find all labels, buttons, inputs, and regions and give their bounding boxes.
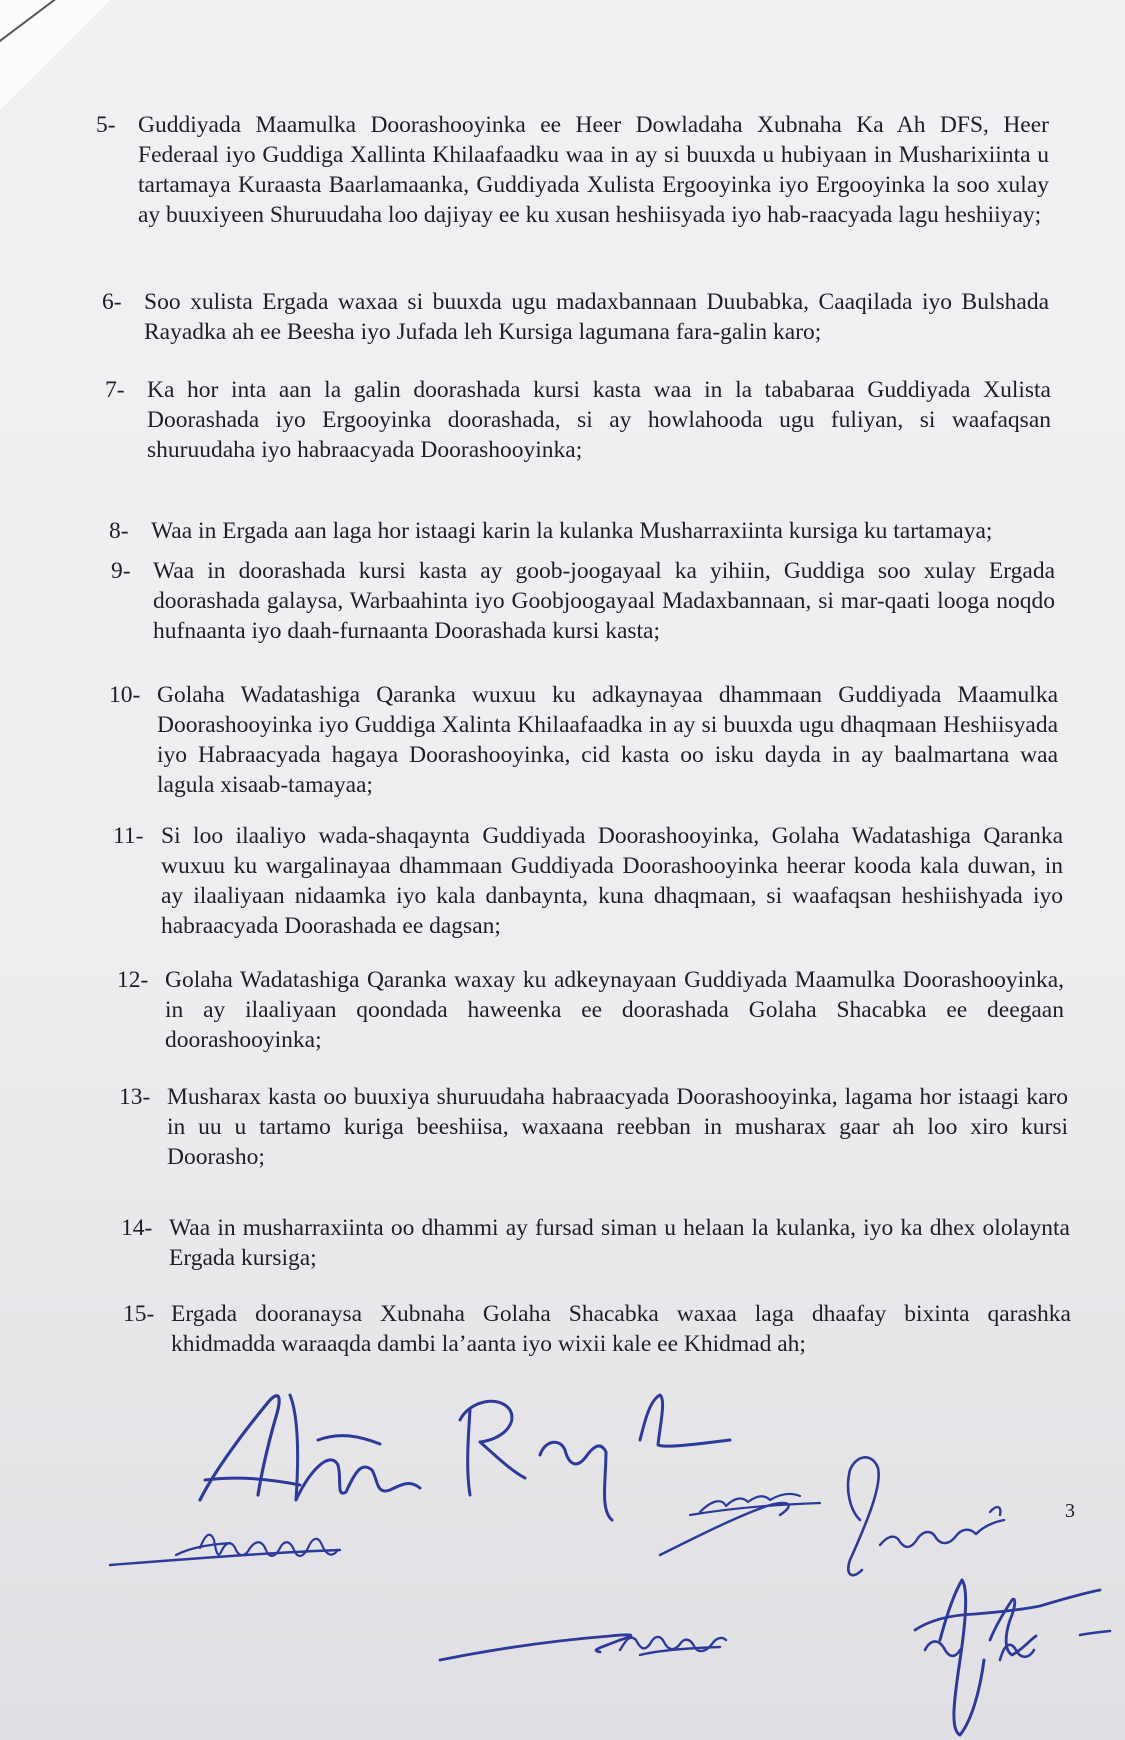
page-number: 3 bbox=[1065, 1500, 1075, 1522]
clause-item-5 bbox=[96, 110, 1049, 230]
clause-item-14 bbox=[121, 1213, 1070, 1273]
clause-number: 12- bbox=[117, 967, 149, 993]
clause-number: 10- bbox=[109, 682, 141, 708]
page-corner-fold bbox=[0, 0, 110, 110]
signature-underlined-left bbox=[110, 1535, 340, 1565]
clause-text: Musharax kasta oo buuxiya shuruudaha habraacyada Doorashooyinka, lagama hor istaagi karo in uu u tartamo kuriga beeshiisa, waxaana reebban in musharax gaar ah loo xiro kursi Doorasho; bbox=[167, 1084, 1068, 1170]
clause-number: 7- bbox=[105, 377, 125, 403]
clause-item-8 bbox=[109, 516, 1053, 546]
clause-item-11 bbox=[113, 821, 1063, 941]
clause-number: 6- bbox=[102, 289, 122, 315]
clause-number: 15- bbox=[123, 1301, 155, 1327]
clause-item-6 bbox=[102, 287, 1049, 347]
clause-number: 13- bbox=[119, 1084, 151, 1110]
clause-item-15 bbox=[123, 1299, 1071, 1359]
clause-text: Soo xulista Ergada waxaa si buuxda ugu madaxbannaan Duubabka, Caaqilada iyo Bulshada Rayadka ah ee Beesha iyo Jufada leh Kursiga lagumana fara-galin karo; bbox=[144, 289, 1049, 345]
clause-text: Waa in doorashada kursi kasta ay goob-joogayaal ka yihiin, Guddiga soo xulay Ergada doorashada galaysa, Warbaahinta iyo Goobjoogayaal Madaxbannaan, si mar-qaati looga noqdo hufnaanta iyo daah-furnaanta Doorashada kursi kasta; bbox=[153, 558, 1055, 644]
clause-text: Waa in Ergada aan laga hor istaagi karin la kulanka Musharraxiinta kursiga ku tartamaya; bbox=[151, 518, 993, 544]
clause-text: Ka hor inta aan la galin doorashada kursi kasta waa in la tababaraa Guddiyada Xulista Doorashada iyo Ergooyinka doorashada, si ay howlahooda ugu fuliyan, si waafaqsan shuruudaha iyo habraacyada Doorashooyinka; bbox=[147, 377, 1051, 463]
clause-number: 11- bbox=[113, 823, 144, 849]
signature-bottom-right bbox=[915, 1580, 1110, 1735]
clause-number: 14- bbox=[121, 1215, 153, 1241]
signature-right-middle bbox=[848, 1457, 1004, 1575]
signature-bottom-middle bbox=[440, 1635, 726, 1660]
clause-text: Golaha Wadatashiga Qaranka wuxuu ku adkaynayaa dhammaan Guddiyada Maamulka Doorashooyinka iyo Guddiga Xalinta Khilaafaadka in ay si buuxda ugu dhaqmaan Heshiisyada iyo Habraacyada hagaya Doorashooyinka, cid kasta oo isku dayda in ay baalmartana waa lagula xisaab-tamayaa; bbox=[157, 682, 1058, 798]
clause-item-13 bbox=[119, 1082, 1068, 1172]
clause-text: Guddiyada Maamulka Doorashooyinka ee Heer Dowladaha Xubnaha Ka Ah DFS, Heer Federaal iyo Guddiga Xallinta Khilaafaadku waa in ay si buuxda u hubiyaan in Musharixiinta u tartamaya Kuraasta Baarlamaanka, Guddiyada Xulista Ergooyinka iyo Ergooyinka la soo xulay ay buuxiyeen Shuruudaha loo dajiyay ee ku xusan heshiisyada iyo hab-raacyada lagu heshiiyay; bbox=[138, 112, 1049, 228]
clause-item-10 bbox=[109, 680, 1058, 800]
signature-small-middle bbox=[660, 1494, 820, 1555]
clause-item-7 bbox=[105, 375, 1051, 465]
clause-number: 9- bbox=[111, 558, 131, 584]
clause-number: 8- bbox=[109, 518, 129, 544]
clause-text: Si loo ilaaliyo wada-shaqaynta Guddiyada Doorashooyinka, Golaha Wadatashiga Qaranka wuxuu ku wargalinayaa dhammaan Guddiyada Doorashooyinka heerar kooda kala duwan, in ay ilaaliyaan nidaamka iyo kala danbaynta, kuna dhaqmaan, si waafaqsan heshiishyada iyo habraacyada Doorashada ee dagsan; bbox=[161, 823, 1063, 939]
signature-large-left bbox=[200, 1395, 730, 1520]
clause-item-12 bbox=[117, 965, 1064, 1055]
clause-text: Ergada dooranaysa Xubnaha Golaha Shacabka waxaa laga dhaafay bixinta qarashka khidmadda waraaqda dambi la’aanta iyo wixii kale ee Khidmad ah; bbox=[171, 1301, 1071, 1357]
clause-number: 5- bbox=[96, 112, 116, 138]
clause-item-9 bbox=[111, 556, 1055, 646]
clause-text: Golaha Wadatashiga Qaranka waxay ku adkeynayaan Guddiyada Maamulka Doorashooyinka, in ay ilaaliyaan qoondada haweenka ee doorashada Golaha Shacabka ee deegaan doorashooyinka; bbox=[165, 967, 1064, 1053]
clause-text: Waa in musharraxiinta oo dhammi ay fursad siman u helaan la kulanka, iyo ka dhex ololaynta Ergada kursiga; bbox=[169, 1215, 1070, 1271]
